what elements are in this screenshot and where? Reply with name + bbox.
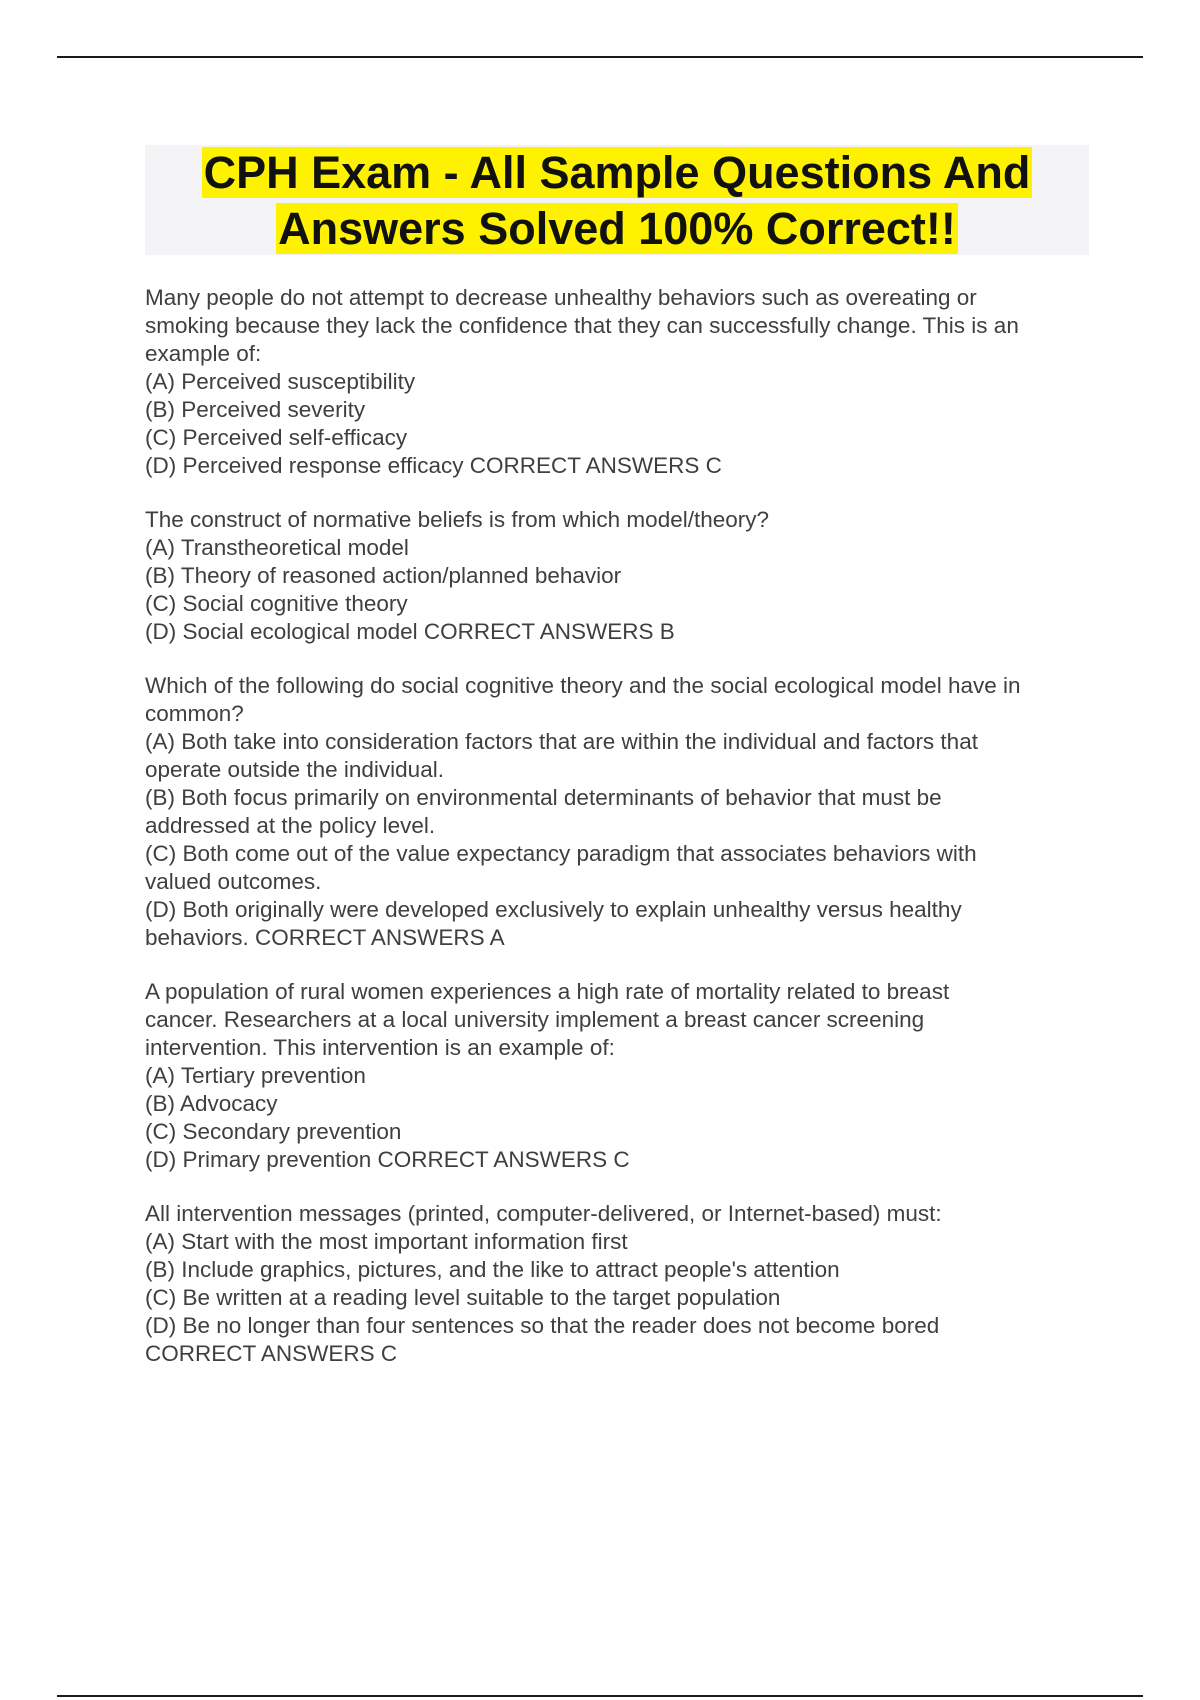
top-rule: [57, 56, 1143, 58]
question-1: [145, 284, 1095, 480]
question-text: Which of the following do social cognitive theory and the social ecological model have in: [145, 673, 1021, 698]
answer-option-a: operate outside the individual.: [145, 757, 444, 782]
question-text: common?: [145, 701, 244, 726]
answer-option-c: (C) Secondary prevention: [145, 1119, 402, 1144]
question-text: example of:: [145, 341, 262, 366]
title-line-2: Answers Solved 100% Correct!!: [278, 203, 956, 254]
answer-option-a: (A) Perceived susceptibility: [145, 369, 416, 394]
answer-option-b: addressed at the policy level.: [145, 813, 436, 838]
answer-option-b: (B) Advocacy: [145, 1091, 278, 1116]
question-text: cancer. Researchers at a local university implement a breast cancer screening: [145, 1007, 925, 1032]
question-4: [145, 978, 1095, 1174]
bottom-rule: [57, 1695, 1143, 1697]
answer-option-b: (B) Theory of reasoned action/planned behavior: [145, 563, 622, 588]
question-5: [145, 1200, 1095, 1368]
question-3: [145, 672, 1095, 952]
correct-answer: CORRECT ANSWERS C: [145, 1341, 398, 1366]
question-list: [145, 284, 1095, 1394]
answer-option-d: (D) Primary prevention CORRECT ANSWERS C: [145, 1147, 630, 1172]
question-text: Many people do not attempt to decrease unhealthy behaviors such as overeating or: [145, 285, 977, 310]
answer-option-a: (A) Tertiary prevention: [145, 1063, 366, 1088]
answer-option-d: (D) Perceived response efficacy CORRECT ANSWERS C: [145, 453, 722, 478]
answer-option-d: (D) Social ecological model CORRECT ANSWERS B: [145, 619, 675, 644]
question-text: smoking because they lack the confidence that they can successfully change. This is an: [145, 313, 1019, 338]
answer-option-d: (D) Be no longer than four sentences so that the reader does not become bored: [145, 1313, 940, 1338]
question-text: intervention. This intervention is an example of:: [145, 1035, 615, 1060]
answer-option-d: (D) Both originally were developed exclusively to explain unhealthy versus healthy: [145, 897, 962, 922]
answer-option-c: (C) Social cognitive theory: [145, 591, 408, 616]
answer-option-d: behaviors. CORRECT ANSWERS A: [145, 925, 505, 950]
question-text: All intervention messages (printed, computer-delivered, or Internet-based) must:: [145, 1201, 942, 1226]
answer-option-b: (B) Perceived severity: [145, 397, 366, 422]
answer-option-c: valued outcomes.: [145, 869, 322, 894]
answer-option-c: (C) Be written at a reading level suitable to the target population: [145, 1285, 781, 1310]
answer-option-a: (A) Start with the most important information first: [145, 1229, 628, 1254]
title-line-1: CPH Exam - All Sample Questions And: [203, 147, 1031, 198]
question-2: [145, 506, 1095, 646]
answer-option-a: (A) Both take into consideration factors that are within the individual and factors that: [145, 729, 978, 754]
answer-option-c: (C) Both come out of the value expectancy paradigm that associates behaviors with: [145, 841, 977, 866]
document-title: [145, 145, 1089, 255]
question-text: The construct of normative beliefs is from which model/theory?: [145, 507, 770, 532]
answer-option-a: (A) Transtheoretical model: [145, 535, 409, 560]
question-text: A population of rural women experiences a high rate of mortality related to breast: [145, 979, 950, 1004]
answer-option-b: (B) Both focus primarily on environmental determinants of behavior that must be: [145, 785, 942, 810]
answer-option-b: (B) Include graphics, pictures, and the like to attract people's attention: [145, 1257, 840, 1282]
answer-option-c: (C) Perceived self-efficacy: [145, 425, 408, 450]
